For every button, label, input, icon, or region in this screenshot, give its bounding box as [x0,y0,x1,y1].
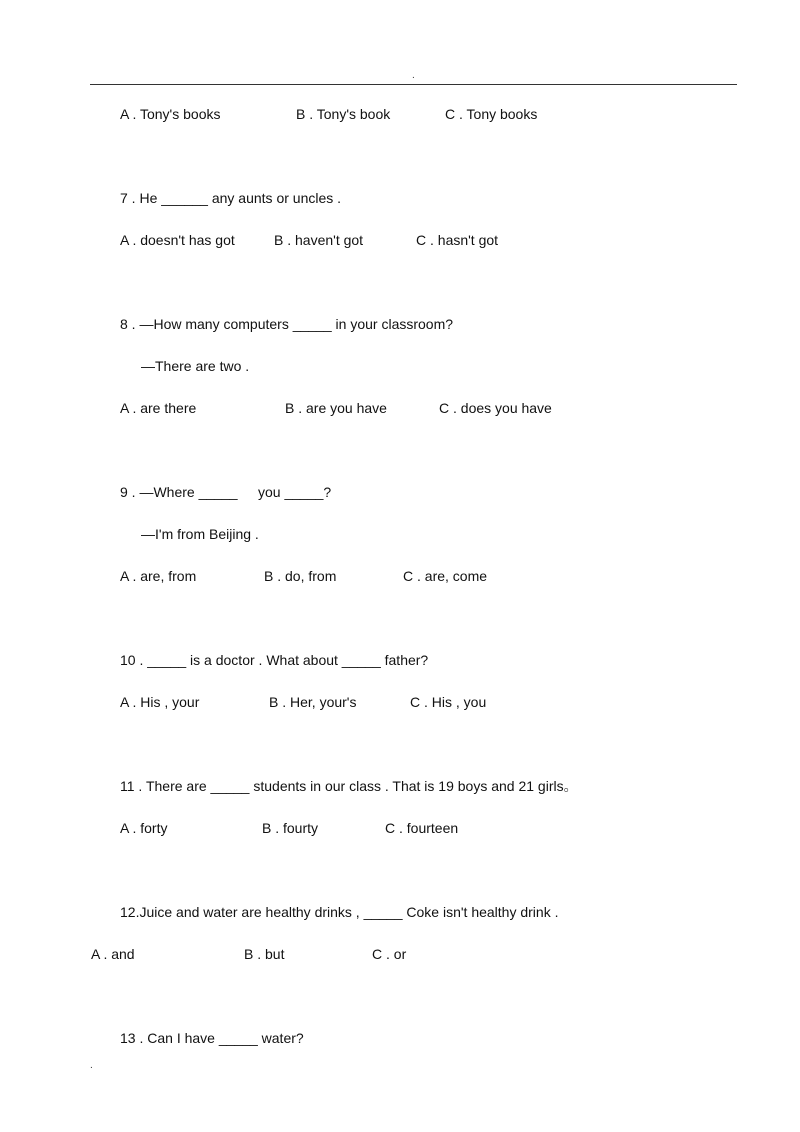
q7-option-a: A . doesn't has got [120,232,235,248]
q12-question: 12.Juice and water are healthy drinks , _____ Coke isn't healthy drink . [120,904,559,920]
q8-option-b: B . are you have [285,400,387,416]
q7-option-b: B . haven't got [274,232,364,248]
q9-option-b: B . do, from [264,568,337,584]
q10-option-a: A . His , your [120,694,200,710]
q9-question-part2: you _____? [258,484,332,500]
q8-option-a: A . are there [120,400,197,416]
q9-option-a: A . are, from [120,568,197,584]
q12-option-b: B . but [244,946,285,962]
q9-option-c: C . are, come [403,568,488,584]
q10-question: 10 . _____ is a doctor . What about _____ father? [120,652,429,668]
q8-question: 8 . —How many computers _____ in your classroom? [120,316,454,332]
q11-option-c: C . fourteen [385,820,459,836]
q9-question-part1: 9 . —Where _____ [120,484,238,500]
q12-option-a: A . and [91,946,135,962]
q8-answer: —There are two . [141,358,250,374]
q9-answer: —I'm from Beijing . [141,526,259,542]
q11-option-b: B . fourty [262,820,319,836]
footer-mark: . [90,1060,93,1071]
q6-option-c: C . Tony books [445,106,538,122]
q10-option-c: C . His , you [410,694,487,710]
q6-option-b: B . Tony's book [296,106,391,122]
q10-option-b: B . Her, your's [269,694,357,710]
header-rule [90,84,737,85]
q11-option-a: A . forty [120,820,168,836]
header-mark: . [412,70,415,81]
q11-question: 11 . There are _____ students in our class . That is 19 boys and 21 girls。 [120,778,578,794]
q8-option-c: C . does you have [439,400,552,416]
q6-option-a: A . Tony's books [120,106,221,122]
q7-option-c: C . hasn't got [416,232,499,248]
q7-question: 7 . He ______ any aunts or uncles . [120,190,342,206]
q12-option-c: C . or [372,946,407,962]
q13-question: 13 . Can I have _____ water? [120,1030,304,1046]
